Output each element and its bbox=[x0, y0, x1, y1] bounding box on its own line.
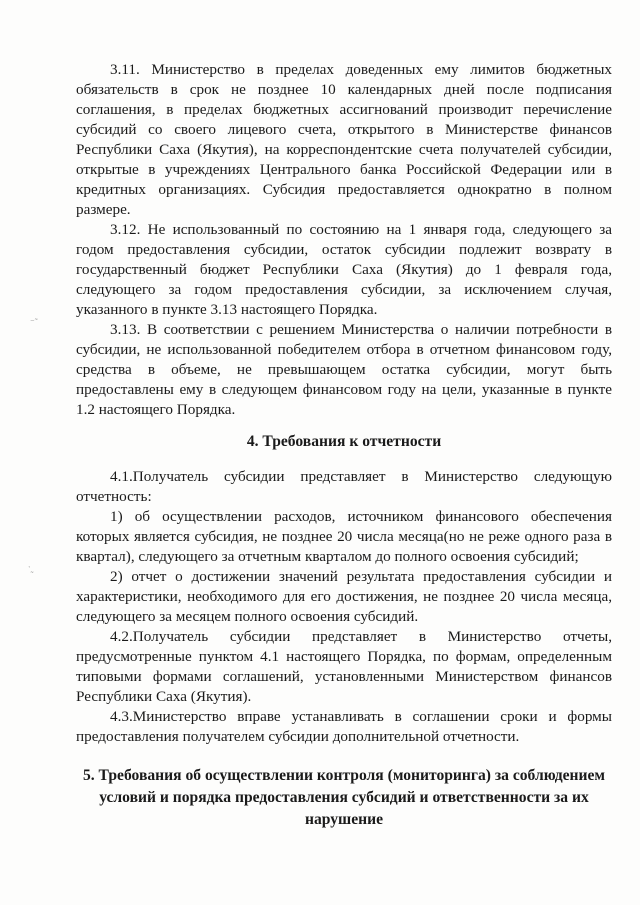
paragraph-4-3: 4.3.Министерство вправе устанавливать в соглашении сроки и формы предоставления получателем субсидии дополнительной отчетности. bbox=[76, 708, 612, 745]
paragraph-4-1: 4.1.Получатель субсидии представляет в Министерство следующую отчетность: bbox=[76, 468, 612, 505]
paragraph-4-1-item-1: 1) об осуществлении расходов, источником финансового обеспечения которых является субсидия, не позднее 20 числа месяца(но не реже одного раза в квартал), следующего за отчетным кварталом до полного освоения субсидий; bbox=[76, 508, 612, 565]
paragraph-4-2: 4.2.Получатель субсидии представляет в Министерство отчеты, предусмотренные пунктом 4.1 настоящего Порядка, по формам, определенным типовыми формами соглашений, установленными Министерством финансов Республики Саха (Якутия). bbox=[76, 628, 612, 705]
scan-mark: ˑ˷ bbox=[28, 563, 34, 573]
section-5-heading: 5. Требования об осуществлении контроля (мониторинга) за соблюдением условий и порядка предоставления субсидий и ответственности за их нарушение bbox=[82, 767, 606, 828]
paragraph-3-13: 3.13. В соответствии с решением Министерства о наличии потребности в субсидии, не использованной победителем отбора в отчетном финансовом году, средства в объеме, не превышающем остатка субсидии, могут быть предоставлены ему в следующем финансовом году на цели, указанные в пункте 1.2 настоящего Порядка. bbox=[76, 321, 612, 418]
scan-mark: ⁻˜ bbox=[30, 317, 38, 327]
paragraph-4-1-item-2: 2) отчет о достижении значений результата предоставления субсидии и характеристики, необходимого для его достижения, не позднее 20 числа месяца, следующего за месяцем полного освоения субсидий. bbox=[76, 568, 612, 625]
paragraph-3-12: 3.12. Не использованный по состоянию на 1 января года, следующего за годом предоставления субсидии, остаток субсидии подлежит возврату в государственный бюджет Республики Саха (Якутия) до 1 февраля года, следующего за годом предоставления субсидии, за исключением случая, указанного в пункте 3.13 настоящего Порядка. bbox=[76, 221, 612, 318]
paragraph-3-11: 3.11. Министерство в пределах доведенных ему лимитов бюджетных обязательств в срок не позднее 10 календарных дней после подписания соглашения, в пределах бюджетных ассигнований производит перечисление субсидий со своего лицевого счета, открытого в Министерстве финансов Республики Саха (Якутия), на корреспондентские счета получателей субсидии, открытые в учреждениях Центрального банка Российской Федерации или в кредитных организациях. Субсидия предоставляется однократно в полном размере. bbox=[76, 61, 612, 218]
section-4-heading: 4. Требования к отчетности bbox=[246, 433, 442, 450]
